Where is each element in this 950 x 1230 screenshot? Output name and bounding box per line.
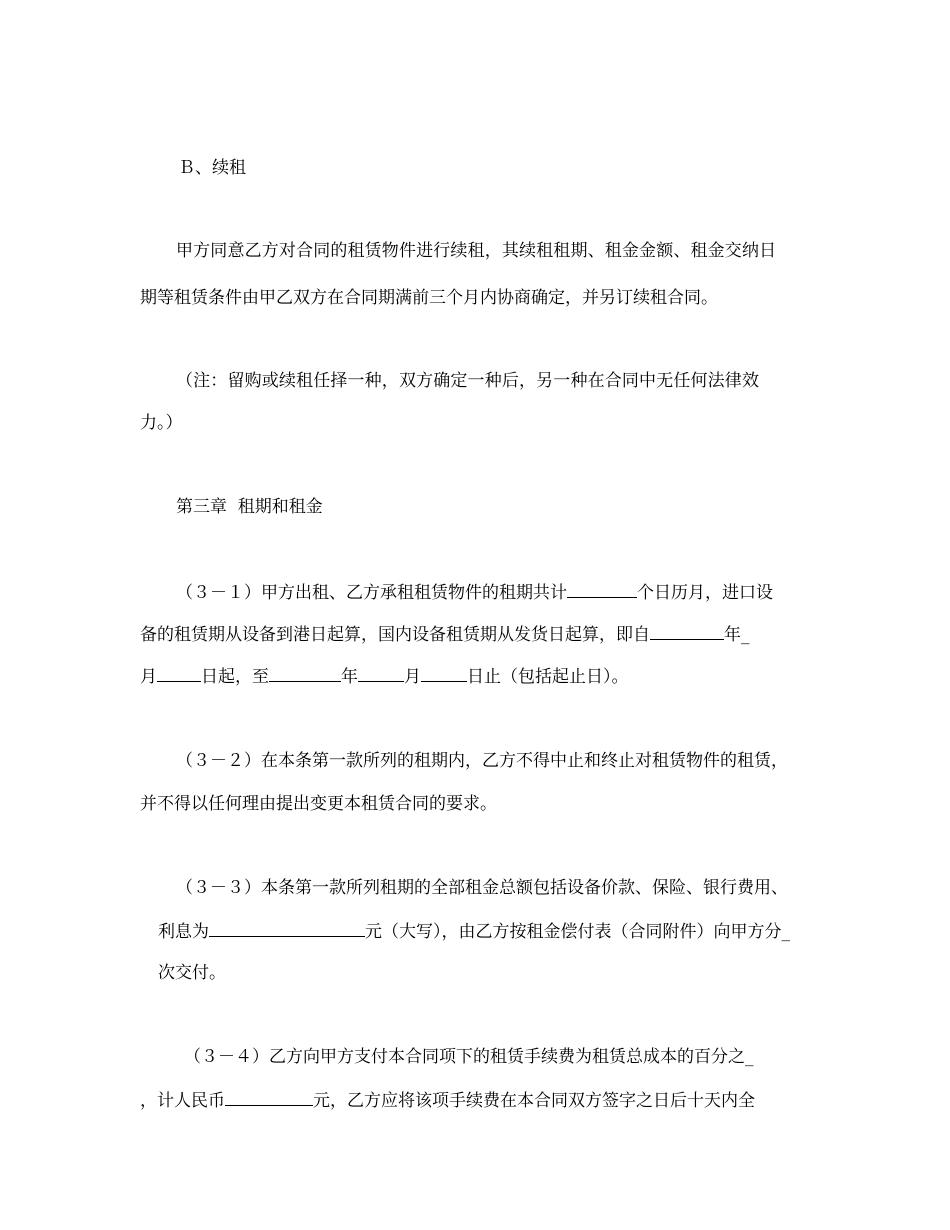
- section-b-heading: Ｂ、续租: [178, 158, 246, 178]
- clause-3-1-line-1: [176, 581, 773, 603]
- end-day-blank: [421, 665, 467, 682]
- clause-3-1-text-f: 日起，至: [201, 667, 269, 687]
- renewal-paragraph-line-2: 期等租赁条件由甲乙双方在合同期满前三个月内协商确定，并另订续租合同。: [140, 288, 718, 308]
- clause-3-1-line-3: [140, 665, 629, 687]
- clause-3-1-text-b: 个日历月，进口设: [637, 583, 773, 603]
- clause-3-1-text-h: 月: [404, 667, 421, 687]
- note-paragraph-line-2: 力。）: [140, 413, 183, 433]
- clause-3-4-text-b: 元，乙方应将该项手续费在本合同双方签字之日后十天内全: [313, 1091, 755, 1111]
- clause-3-3-line-1: （３－３）本条第一款所列租期的全部租金总额包括设备价款、保险、银行费用、: [176, 878, 788, 898]
- clause-3-3-line-3: 次交付。: [158, 963, 226, 983]
- end-year-blank: [269, 665, 341, 682]
- clause-3-1-text-g: 年: [341, 667, 358, 687]
- clause-3-1-text-d: 年_: [724, 625, 750, 645]
- note-paragraph-line-1: （注：留购或续租任择一种，双方确定一种后，另一种在合同中无任何法律效: [176, 371, 760, 391]
- clause-3-3-line-2: [158, 920, 790, 942]
- clause-3-1-line-2: [140, 623, 750, 645]
- start-year-blank: [650, 623, 724, 640]
- clause-3-1-text-c: 备的租赁期从设备到港日起算，国内设备租赁期从发货日起算，即自: [140, 625, 650, 645]
- clause-3-3-text-a: 利息为: [158, 922, 209, 942]
- clause-3-1-text-i: 日止（包括起止日）。: [467, 667, 629, 687]
- clause-3-4-text-a: ，计人民币: [140, 1091, 225, 1111]
- months-blank: [567, 581, 637, 598]
- fee-amount-blank: [225, 1089, 313, 1106]
- start-day-blank: [157, 665, 201, 682]
- total-rent-blank: [209, 920, 365, 937]
- clause-3-1-text-a: （３－１）甲方出租、乙方承租租赁物件的租期共计: [176, 583, 567, 603]
- clause-3-4-line-2: [140, 1089, 755, 1111]
- clause-3-1-text-e: 月: [140, 667, 157, 687]
- clause-3-3-text-b: 元（大写），由乙方按租金偿付表（合同附件）向甲方分_: [365, 922, 790, 942]
- renewal-paragraph-line-1: 甲方同意乙方对合同的租赁物件进行续租，其续租租期、租金金额、租金交纳日: [176, 241, 777, 261]
- clause-3-2-line-2: 并不得以任何理由提出变更本租赁合同的要求。: [140, 794, 497, 814]
- clause-3-2-line-1: （３－２）在本条第一款所列的租期内，乙方不得中止和终止对租赁物件的租赁，: [176, 751, 788, 771]
- chapter-3-heading: 第三章 租期和租金: [176, 497, 323, 517]
- end-month-blank: [358, 665, 404, 682]
- clause-3-4-line-1: （３－４）乙方向甲方支付本合同项下的租赁手续费为租赁总成本的百分之_: [184, 1047, 754, 1067]
